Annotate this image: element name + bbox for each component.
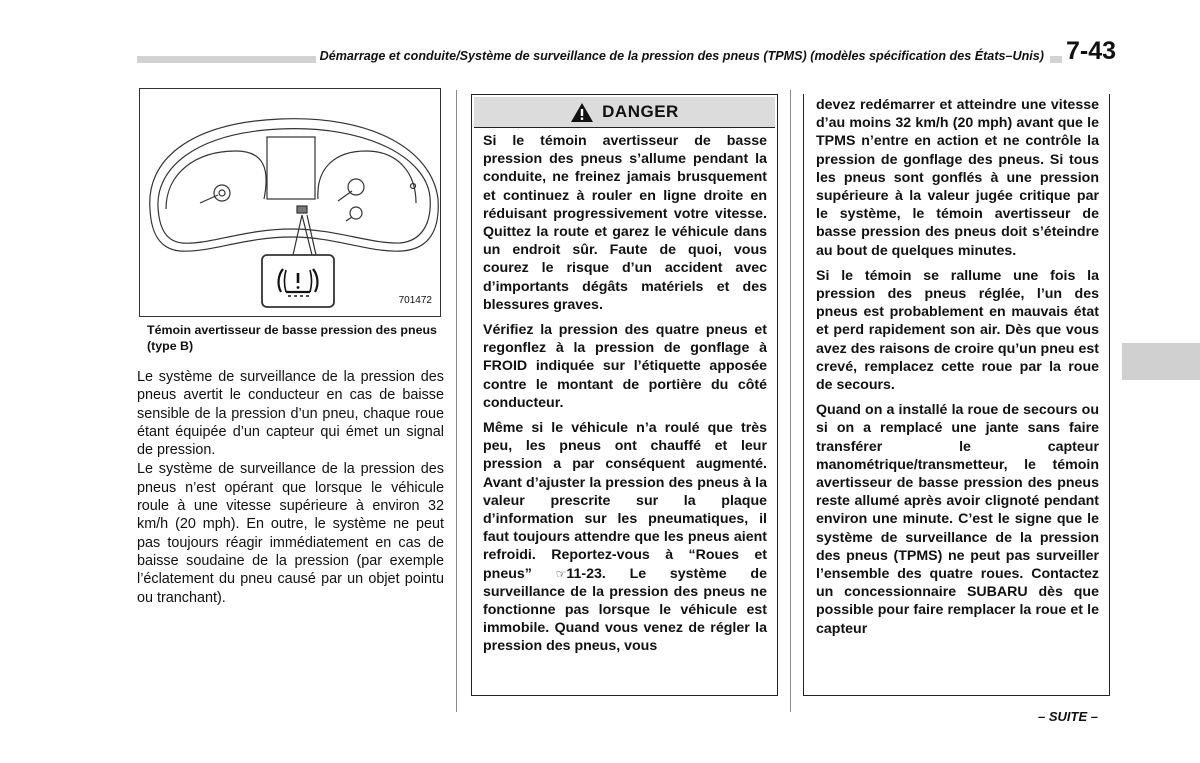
danger-text	[472, 128, 777, 656]
instrument-cluster-figure	[139, 88, 441, 317]
paragraph	[483, 419, 767, 656]
column-divider	[456, 90, 457, 712]
running-header: Démarrage et conduite/Système de surveillance de la pression des pneus (TPMS) (modèles spécification des États–Unis)	[316, 49, 1050, 63]
paragraph: Le système de surveillance de la pression des pneus avertit le conducteur en cas de baisse sensible de la pression d’un pneu, chaque roue étant équipée d’un capteur qui émet un signal de pression.	[137, 369, 444, 459]
paragraph-text: Même si le véhicule n’a roulé que très peu, les pneus ont chauffé et leur pression a par conséquent augmenté. Avant d’ajuster la pression des pneus à la valeur prescrite sur la plaque d’information sur les pneumatiques, il faut toujours attendre que les pneus aient refroidi. Reportez-vous à “Roues et pneus”	[483, 420, 767, 582]
danger-title: DANGER	[602, 102, 679, 121]
paragraph: Si le témoin se rallume une fois la pression des pneus réglée, l’un des pneus est probablement en mauvais état et perd rapidement son air. Dès que vous avez des raisons de croire qu’un pneu est crevé, remplacez cette roue par la roue de secours.	[816, 267, 1099, 394]
figure-caption: Témoin avertisseur de basse pression des pneus (type B)	[147, 323, 437, 353]
paragraph: Le système de surveillance de la pression des pneus n’est opérant que lorsque le véhicule roule à une vitesse supérieure à environ 32 km/h (20 mph). En outre, le système ne peut pas toujours réagir immédiatement en cas de baisse soudaine de la pression (par exemple l’éclatement du pneu causé par un objet pointu ou tranchant).	[137, 461, 444, 606]
continued-marker: – SUITE –	[1038, 709, 1098, 724]
paragraph-text: 11-23. Le système de surveillance de la pression des pneus ne fonctionne pas lorsque le véhicule est immobile. Quand vous venez de régler la pression des pneus, vous	[483, 565, 767, 655]
danger-header	[474, 97, 775, 128]
tpms-warning-icon	[279, 269, 318, 296]
danger-box	[471, 94, 778, 696]
page-number: 7-43	[1066, 37, 1117, 65]
danger-continuation-box	[803, 94, 1110, 696]
instrument-cluster-illustration	[140, 89, 441, 317]
paragraph: Quand on a installé la roue de secours ou si on a remplacé une jante sans faire transférer le capteur manométrique/transmetteur, le témoin avertisseur de basse pression des pneus reste allumé après avoir clignoté pendant environ une minute. C’est le signe que le système de surveillance de la pression des pneus (TPMS) ne peut pas surveiller l’ensemble des quatre roues. Contactez un concessionnaire SUBARU dès que possible pour faire remplacer la roue et le capteur	[816, 402, 1099, 637]
column-divider	[790, 90, 791, 712]
continuation-text	[804, 94, 1109, 638]
chapter-tab	[1122, 343, 1200, 380]
left-column-text	[137, 368, 444, 608]
paragraph: Si le témoin avertisseur de basse pression des pneus s’allume pendant la conduite, ne freinez jamais brusquement et continuez à rouler en ligne droite en réduisant progressivement votre vitesse. Quittez la route et garez le véhicule dans un endroit sûr. Faute de quoi, vous courez le risque d’un accident avec d’importants dégâts matériels et des blessures graves.	[483, 133, 767, 313]
paragraph: Vérifiez la pression des quatre pneus et regonflez à la pression de gonflage à FROID indiquée sur l’étiquette apposée contre le montant de portière du côté conducteur.	[483, 322, 767, 411]
figure-code: 701472	[398, 295, 432, 306]
warning-triangle-icon	[570, 102, 594, 123]
reference-hand-icon: ☞	[555, 566, 567, 581]
paragraph: devez redémarrer et atteindre une vitesse d’au moins 32 km/h (20 mph) avant que le TPMS n’entre en action et ne contrôle la pression de gonflage des pneus. Si tous les pneus sont gonflés à une pression supérieure à la valeur jugée critique par le système, le témoin avertisseur de basse pression des pneus doit s’éteindre au bout de quelques minutes.	[816, 97, 1099, 259]
